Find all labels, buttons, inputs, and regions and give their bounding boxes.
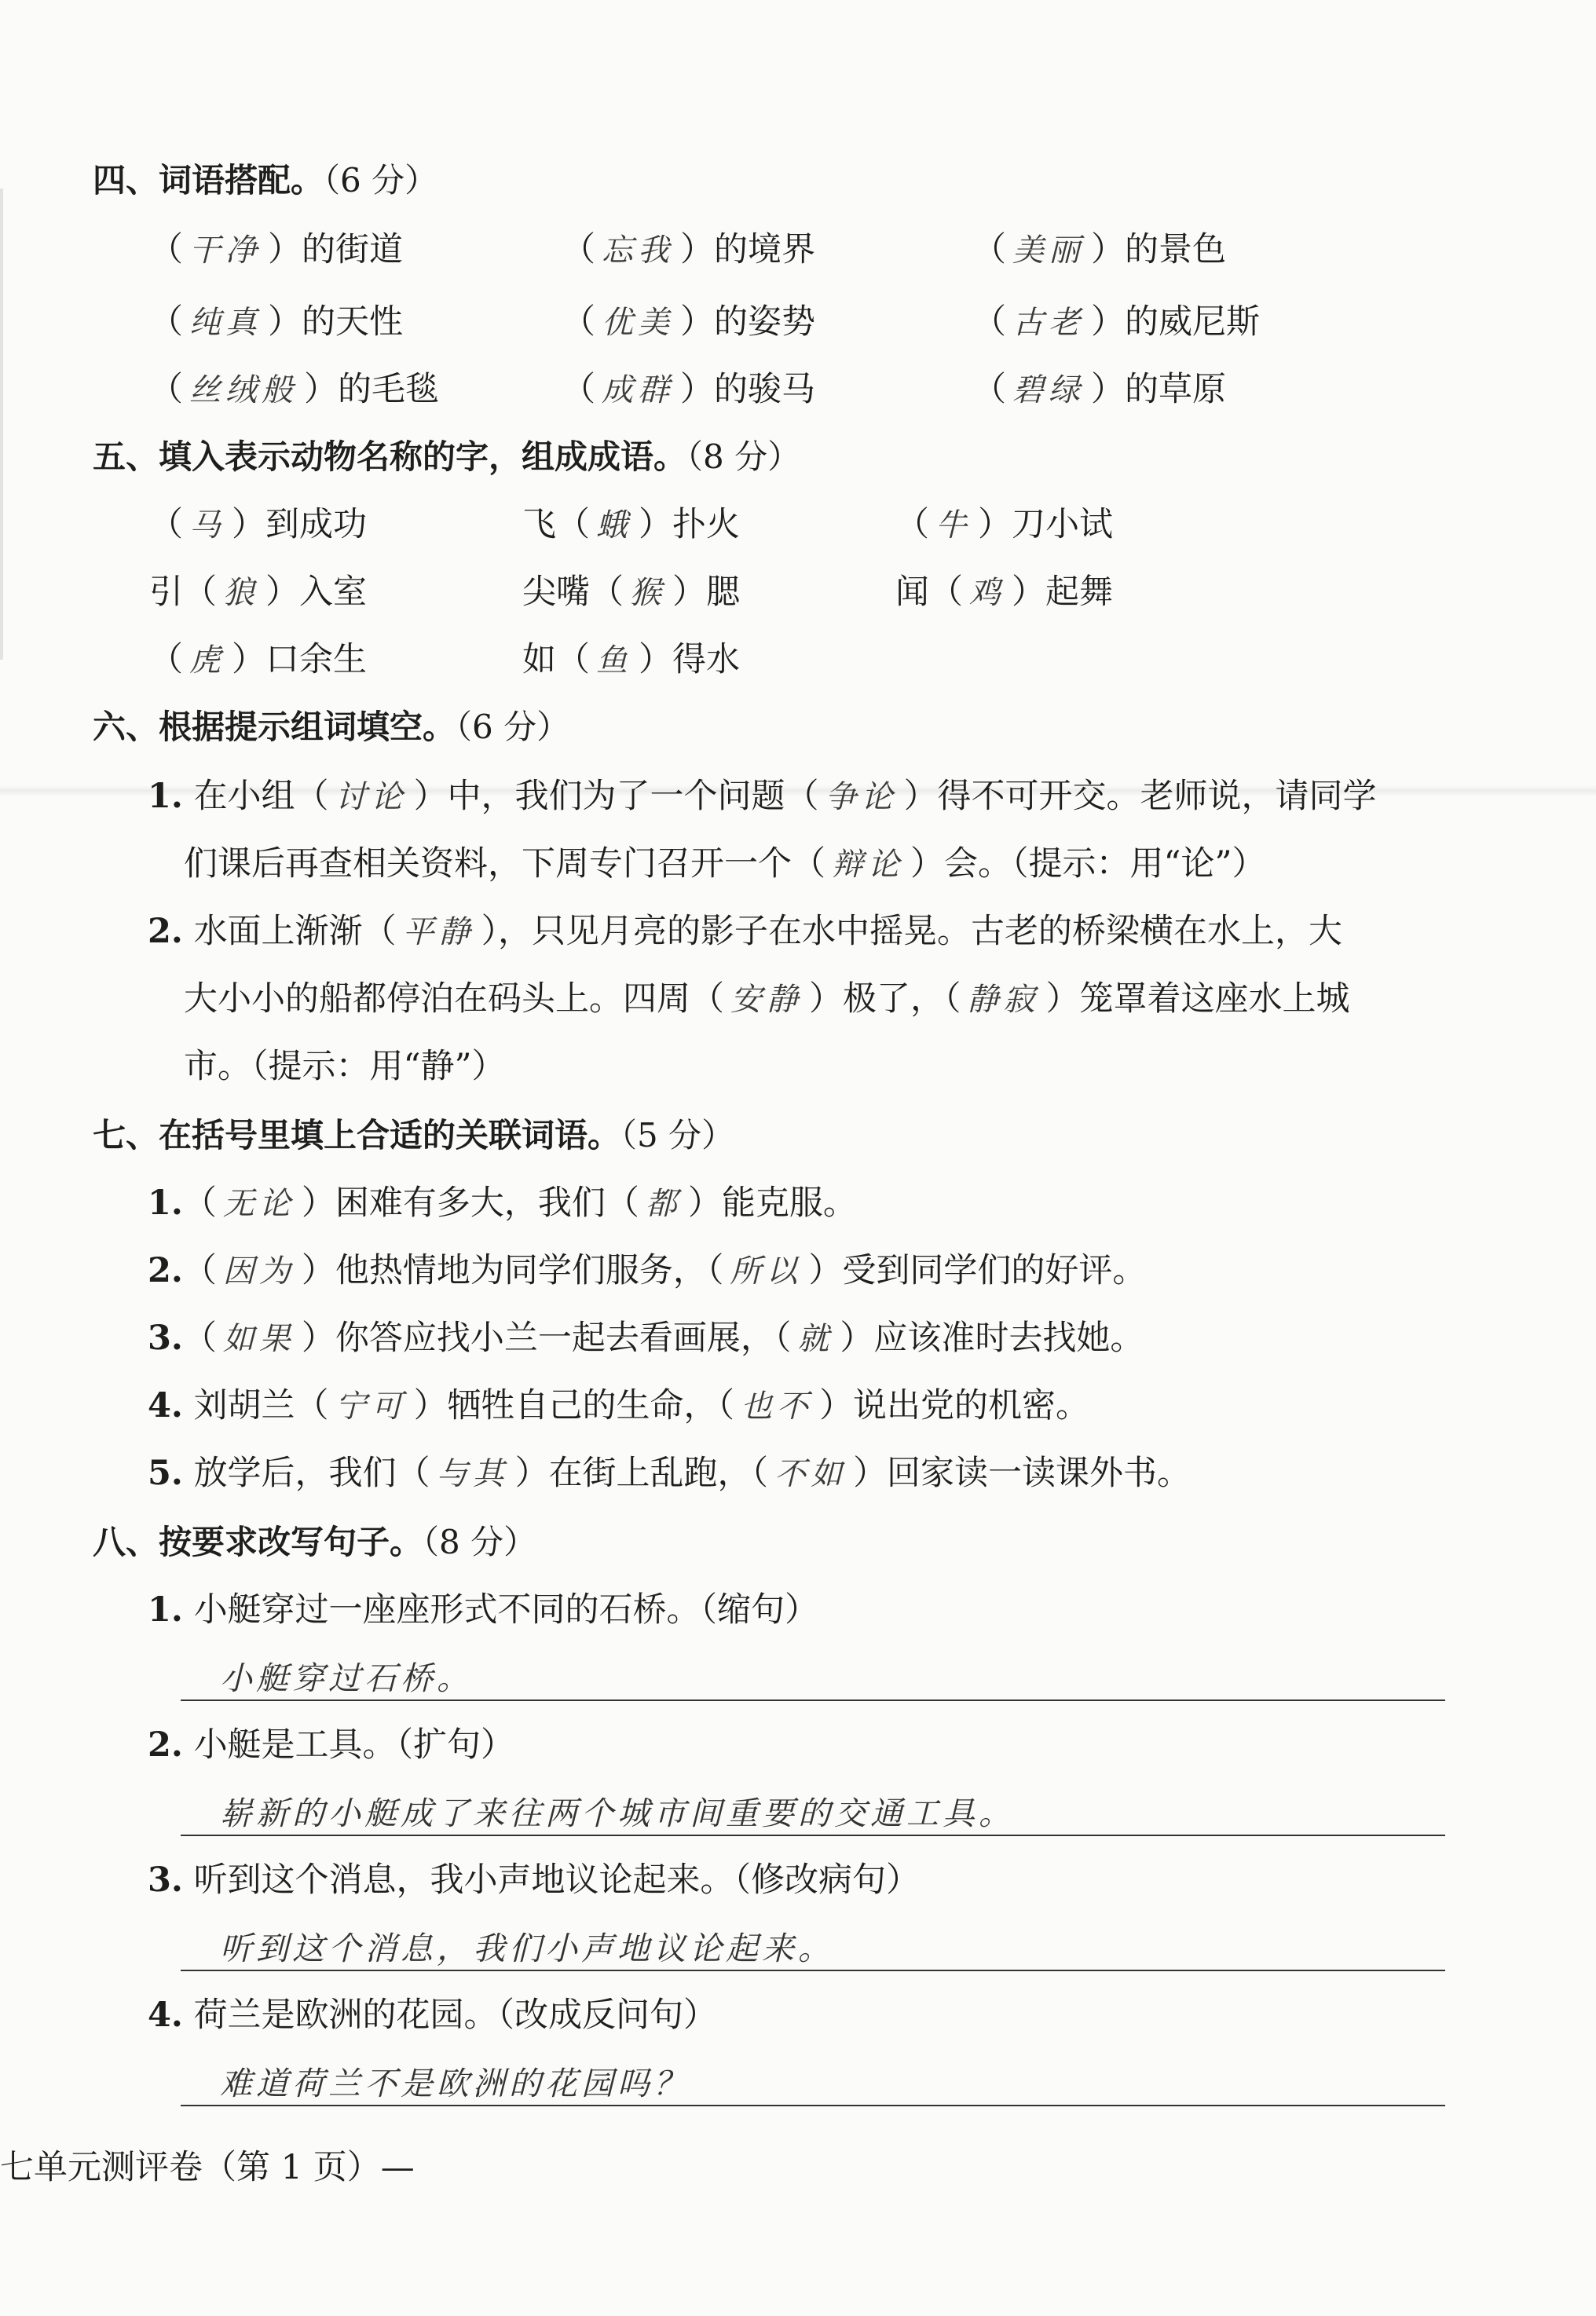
s7-item: 5. 放学后，我们（ 与其 ）在街上乱跑，（ 不如 ）回家读一读课外书。 (148, 1454, 1192, 1493)
s4-item: （ 碧绿 ）的草原 (972, 370, 1226, 409)
section-4-score: （6 分） (324, 161, 438, 199)
s6-q2-line1: 2. 水面上渐渐（ 平静 ），只见月亮的影子在水中摇晃。古老的桥梁横在水上，大 (148, 912, 1343, 951)
s6-q1-line1: 1. 在小组（ 讨论 ）中，我们为了一个问题（ 争论 ）得不可开交。老师说，请同学 (148, 777, 1377, 816)
s4-item: （ 干净 ）的街道 (149, 230, 403, 269)
section-5-title: 五、填入表示动物名称的字，组成成语。（8 分） (93, 437, 801, 476)
s4-item: （ 美丽 ）的景色 (972, 230, 1226, 269)
s5-item: 如（ 鱼 ）得水 (522, 640, 740, 679)
s4-item: （ 丝绒般 ）的毛毯 (149, 370, 439, 409)
s8-question: 1. 小艇穿过一座座形式不同的石桥。（缩句） (148, 1590, 819, 1630)
section-4-title (93, 157, 437, 204)
s4-item: （ 优美 ）的姿势 (562, 302, 815, 342)
s5-item: 闻（ 鸡 ）起舞 (895, 573, 1113, 612)
s8-answer-line: 小艇穿过石桥。 (181, 1656, 1445, 1701)
s7-item: 2.（ 因为 ）他热情地为同学们服务，（ 所以 ）受到同学们的好评。 (148, 1251, 1147, 1290)
s5-item: （ 虎 ）口余生 (149, 640, 367, 679)
s7-item: 1.（ 无论 ）困难有多大，我们（ 都 ）能克服。 (148, 1184, 857, 1223)
section-6-title: 六、根据提示组词填空。（6 分） (93, 708, 570, 746)
page-edge-shadow (0, 188, 3, 660)
s6-q1-line2: 们课后再查相关资料，下周专门召开一个（ 辩论 ）会。（提示：用“论”） (184, 844, 1266, 884)
s6-q2-line3: 市。（提示：用“静”） (184, 1047, 506, 1086)
s5-item: （ 牛 ）刀小试 (895, 505, 1113, 544)
s5-item: （ 马 ）到成功 (149, 505, 367, 544)
s8-answer-line: 难道荷兰不是欧洲的花园吗？ (181, 2061, 1445, 2106)
s8-answer-line: 听到这个消息，我们小声地议论起来。 (181, 1926, 1445, 1971)
s4-item: （ 成群 ）的骏马 (562, 370, 815, 409)
s5-item: 尖嘴（ 猴 ）腮 (522, 573, 740, 612)
section-7-title: 七、在括号里填上合适的关联词语。（5 分） (93, 1116, 735, 1154)
s4-item: （ 忘我 ）的境界 (562, 230, 815, 269)
s4-item: （ 纯真 ）的天性 (149, 302, 403, 342)
s7-item: 4. 刘胡兰（ 宁可 ）牺牲自己的生命，（ 也不 ）说出党的机密。 (148, 1386, 1090, 1425)
section-8-title: 八、按要求改写句子。（8 分） (93, 1523, 537, 1561)
page-footer: 七单元测评卷（第 1 页）— (0, 2148, 415, 2187)
s5-item: 飞（ 蛾 ）扑火 (522, 505, 740, 544)
s6-q2-line2: 大小小的船都停泊在码头上。四周（ 安静 ）极了，（ 静寂 ）笼罩着这座水上城 (184, 979, 1350, 1019)
s7-item: 3.（ 如果 ）你答应找小兰一起去看画展，（ 就 ）应该准时去找她。 (148, 1319, 1144, 1358)
s8-question: 3. 听到这个消息，我小声地议论起来。（修改病句） (148, 1860, 921, 1900)
section-4-title-text: 四、词语搭配。 (93, 161, 324, 199)
s4-item: （ 古老 ）的威尼斯 (972, 302, 1260, 342)
s5-item: 引（ 狼 ）入室 (149, 573, 367, 612)
s8-question: 2. 小艇是工具。（扩句） (148, 1725, 515, 1765)
s8-answer-line: 崭新的小艇成了来往两个城市间重要的交通工具。 (181, 1791, 1445, 1836)
s8-question: 4. 荷兰是欧洲的花园。（改成反问句） (148, 1996, 718, 2035)
